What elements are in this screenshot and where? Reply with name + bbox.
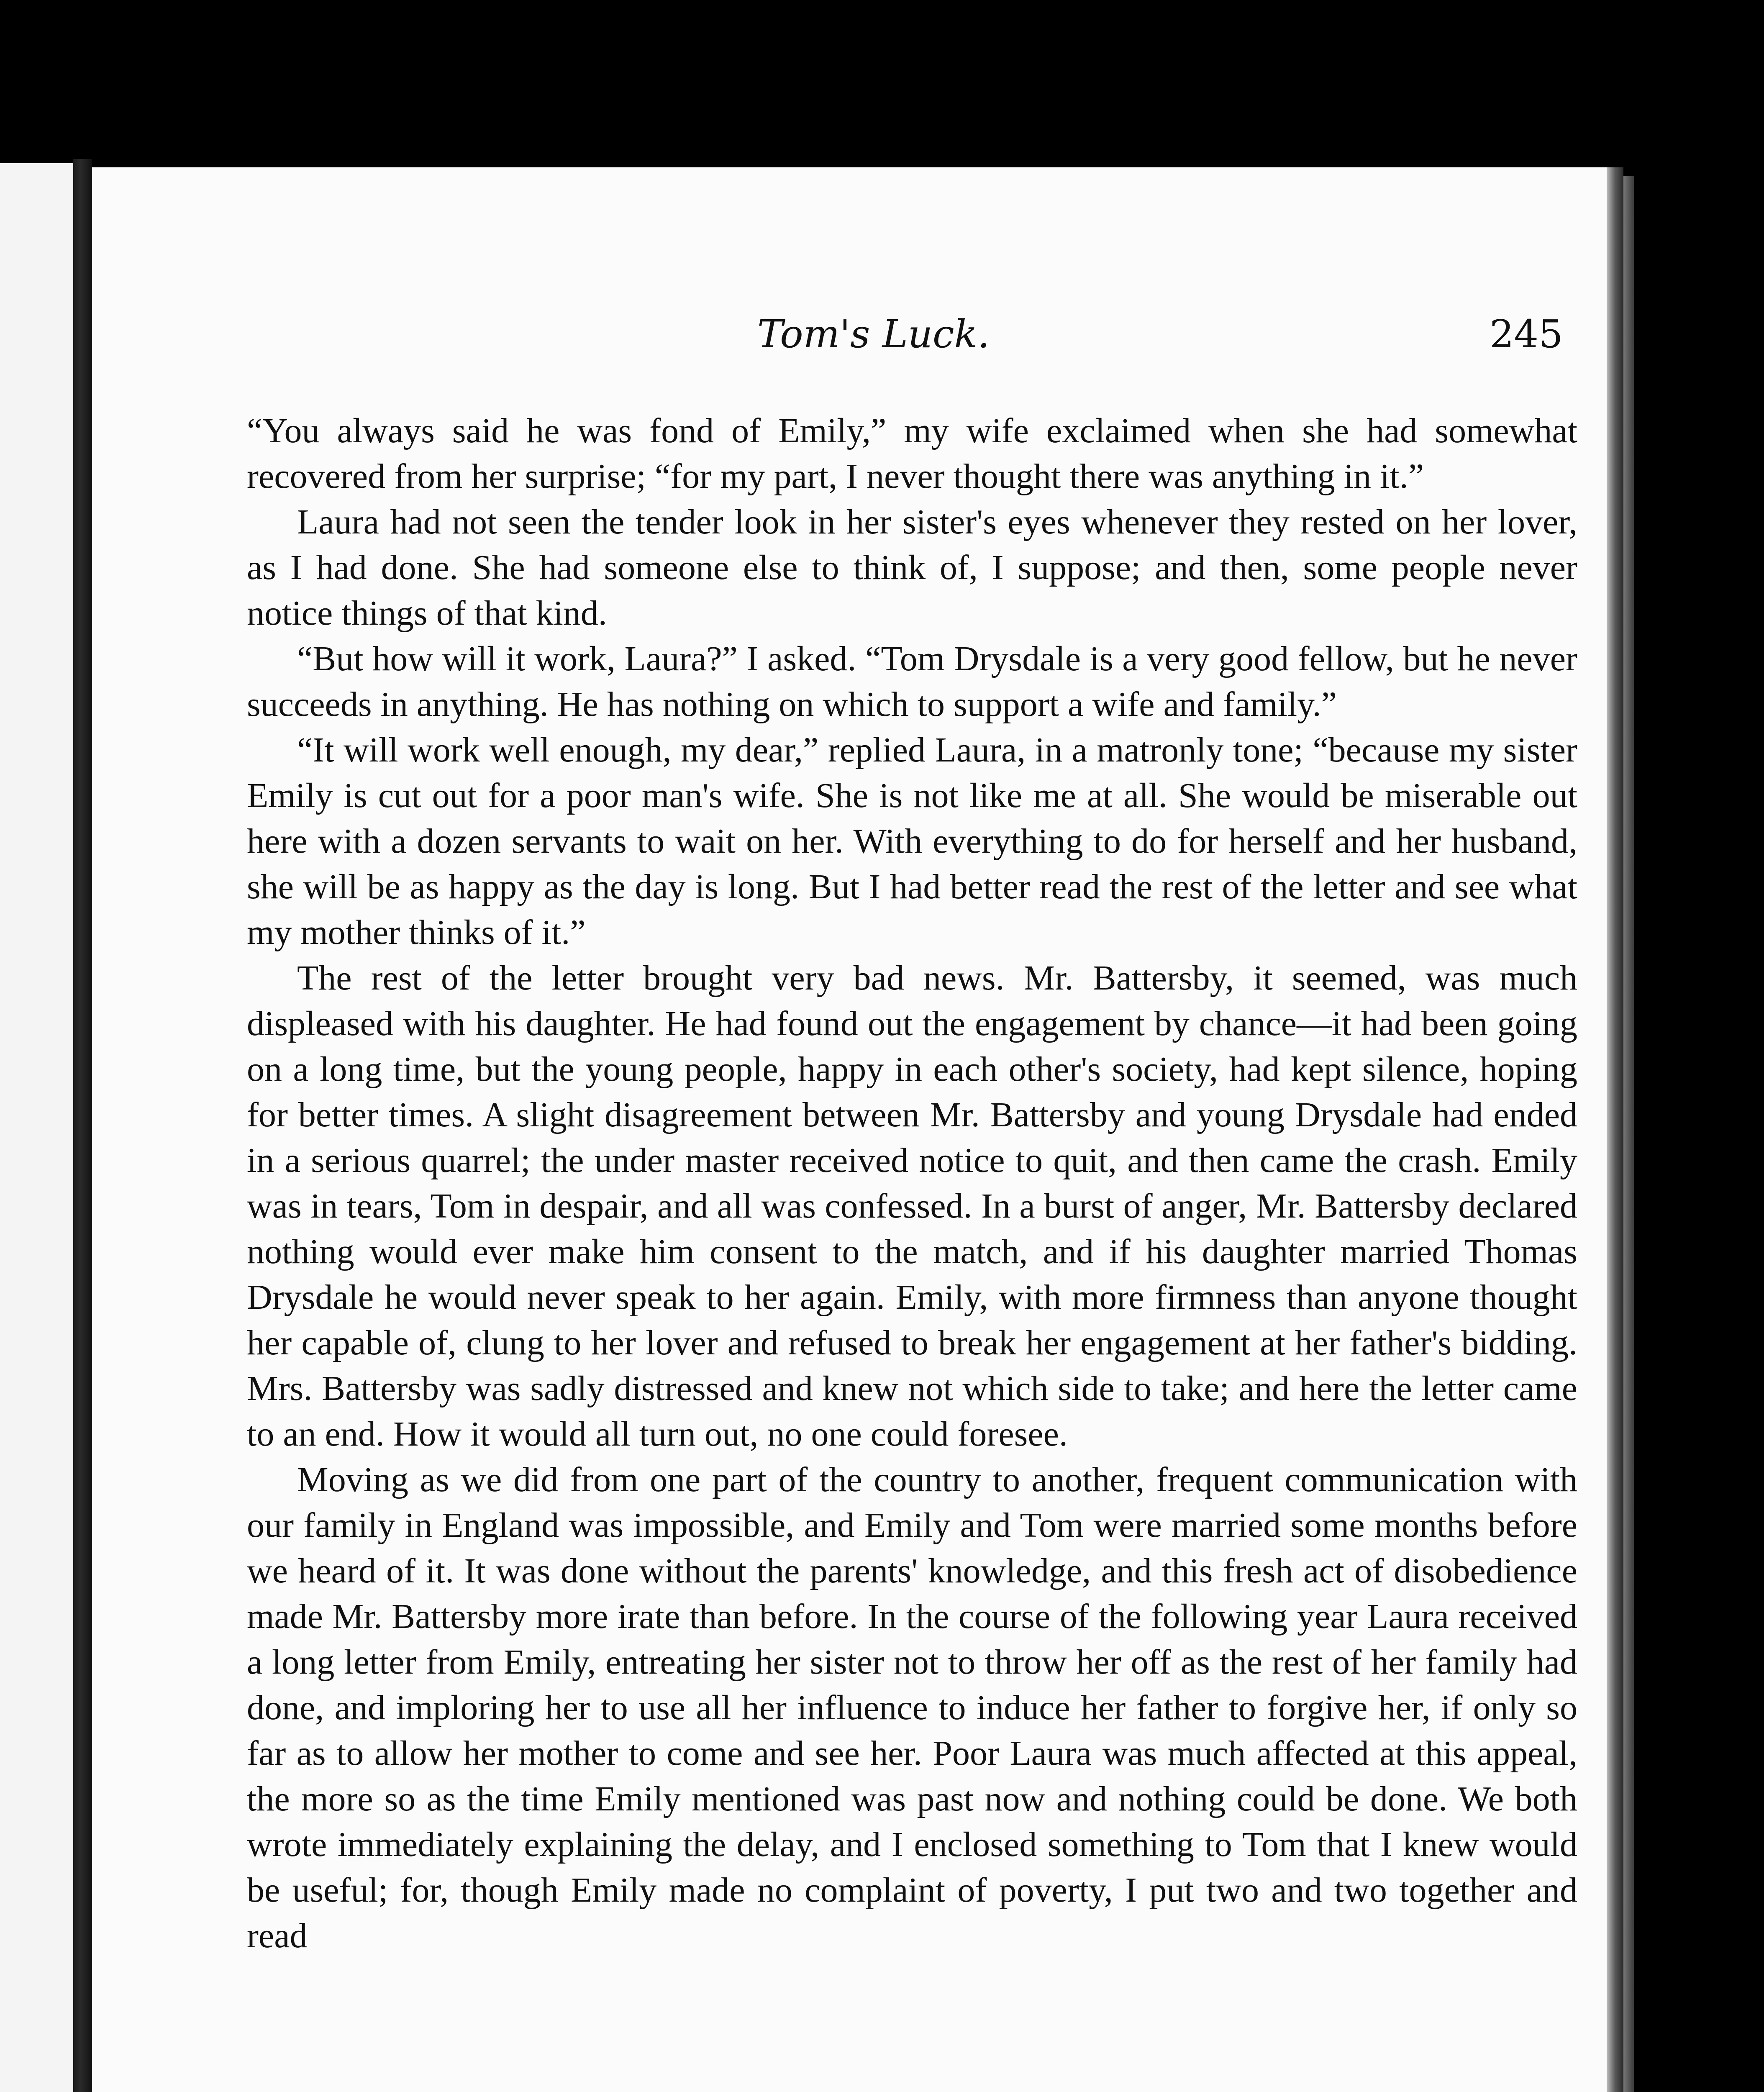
- page-stack-edge: [1623, 176, 1634, 2092]
- facing-page-edge: [0, 163, 73, 2092]
- book-page: [92, 167, 1607, 2092]
- paragraph: “It will work well enough, my dear,” replied Laura, in a matronly tone; “because my sister Emily is cut out for a poor man's wife. She is not like me at all. She would be miserable out here with a dozen servants to wait on her. With everything to do for herself and her husband, she will be as happy as the day is long. But I had better read the rest of the letter and see what my mother thinks of it.”: [247, 731, 1577, 952]
- page-body-text: [247, 408, 1577, 1959]
- running-header: [92, 312, 1607, 370]
- paragraph: “You always said he was fond of Emily,” my wife exclaimed when she had somewhat recovered from her surprise; “for my part, I never thought there was anything in it.”: [247, 411, 1577, 496]
- page-edge-shadow: [1607, 167, 1623, 2092]
- paragraph: “But how will it work, Laura?” I asked. “Tom Drysdale is a very good fellow, but he never succeeds in anything. He has nothing on which to support a wife and family.”: [247, 639, 1577, 724]
- paragraph: The rest of the letter brought very bad news. Mr. Battersby, it seemed, was much displeased with his daughter. He had found out the engagement by chance—it had been going on a long time, but the young people, happy in each other's society, had kept silence, hoping for better times. A slight disagreement between Mr. Battersby and young Drysdale had ended in a serious quarrel; the under master received notice to quit, and then came the crash. Emily was in tears, Tom in despair, and all was confessed. In a burst of anger, Mr. Battersby declared nothing would ever make him consent to the match, and if his daughter married Thomas Drysdale he would never speak to her again. Emily, with more firmness than anyone thought her capable of, clung to her lover and refused to break her engagement at her father's bidding. Mrs. Battersby was sadly distressed and knew not which side to take; and here the letter came to an end. How it would all turn out, no one could foresee.: [247, 959, 1577, 1454]
- paragraph: Laura had not seen the tender look in her sister's eyes whenever they rested on her lover, as I had done. She had someone else to think of, I suppose; and then, some people never notice things of that kind.: [247, 502, 1577, 633]
- page-number: 245: [1490, 312, 1563, 356]
- paragraph: Moving as we did from one part of the country to another, frequent communication with our family in England was impossible, and Emily and Tom were married some months before we heard of it. It was done without the parents' knowledge, and this fresh act of disobedience made Mr. Battersby more irate than before. In the course of the following year Laura received a long letter from Emily, entreating her sister not to throw her off as the rest of her family had done, and imploring her to use all her influence to induce her father to forgive her, if only so far as to allow her mother to come and see her. Poor Laura was much affected at this appeal, the more so as the time Emily mentioned was past now and nothing could be done. We both wrote immediately explaining the delay, and I enclosed something to Tom that I knew would be useful; for, though Emily made no complaint of poverty, I put two and two together and read: [247, 1460, 1577, 1955]
- book-spine-gutter: [73, 159, 92, 2092]
- running-title: Tom's Luck.: [757, 312, 990, 356]
